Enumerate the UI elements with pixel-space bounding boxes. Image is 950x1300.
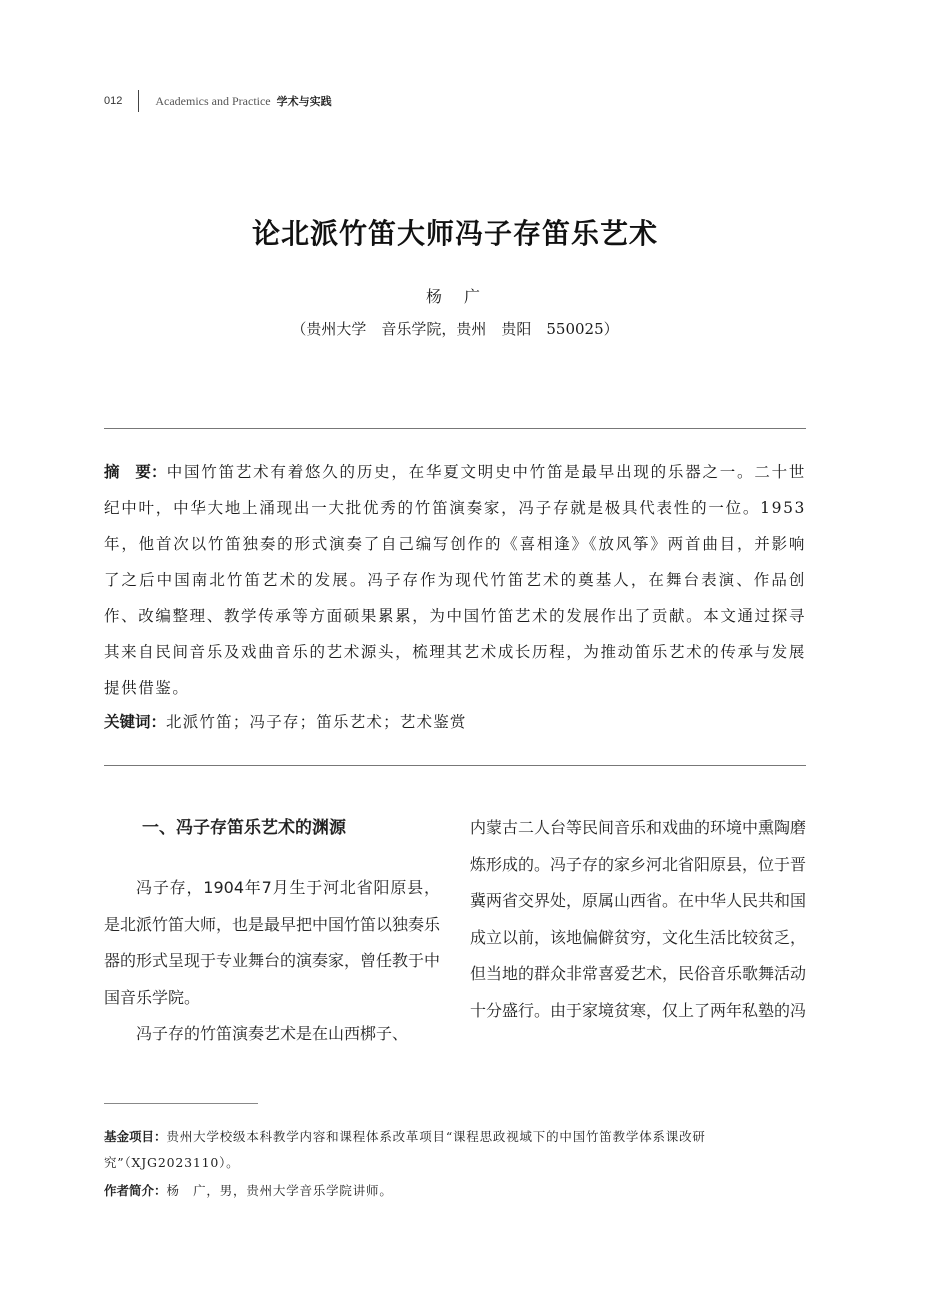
journal-name-zh: 学术与实践	[276, 95, 332, 108]
footnote-rule	[104, 1103, 258, 1104]
body-column-right	[470, 810, 806, 1029]
abstract-top-rule	[104, 428, 806, 429]
article-title: 论北派竹笛大师冯子存笛乐艺术	[251, 217, 658, 250]
abstract-text: 中国竹笛艺术有着悠久的历史，在华夏文明史中竹笛是最早出现的乐器之一。二十世纪中叶，中华大地上涌现出一大批优秀的竹笛演奏家，冯子存就是极具代表性的一位。1953年，他首次以竹笛独奏的形式演奏了自己编写创作的《喜相逢》《放风筝》两首曲目，并影响了之后中国南北竹笛艺术的发展。冯子存作为现代竹笛艺术的奠基人，在舞台表演、作品创作、改编整理、教学传承等方面硕果累累，为中国竹笛艺术的发展作出了贡献。本文通过探寻其来自民间音乐及戏曲音乐的艺术源头，梳理其艺术成长历程，为推动笛乐艺术的传承与发展提供借鉴。	[104, 463, 806, 697]
footnote-author	[104, 1178, 806, 1204]
header-divider	[138, 90, 139, 112]
section-heading: 一、冯子存笛乐艺术的渊源	[142, 818, 346, 838]
keywords-label: 关键词：	[104, 713, 167, 731]
journal-name-en: Academics and Practice	[155, 93, 271, 108]
body-column-left	[104, 810, 440, 1053]
fund-text: 贵州大学校级本科教学内容和课程体系改革项目“课程思政视域下的中国竹笛教学体系课改研究”（XJG2023110）。	[104, 1129, 706, 1170]
running-header	[104, 90, 332, 112]
body-paragraph: 冯子存的竹笛演奏艺术是在山西梆子、	[136, 1024, 409, 1043]
author-name: 杨广	[425, 287, 502, 306]
abstract	[104, 454, 806, 706]
keywords-text: 北派竹笛；冯子存；笛乐艺术；艺术鉴赏	[166, 713, 467, 731]
keywords	[104, 704, 806, 740]
author-bio-label: 作者简介：	[104, 1183, 167, 1198]
page-number: 012	[104, 95, 123, 107]
author-bio-text: 杨 广，男，贵州大学音乐学院讲师。	[166, 1183, 393, 1198]
abstract-label: 摘 要：	[104, 463, 167, 481]
body-paragraph: 内蒙古二人台等民间音乐和戏曲的环境中熏陶磨炼形成的。冯子存的家乡河北省阳原县，位于晋冀两省交界处，原属山西省。在中华人民共和国成立以前，该地偏僻贫穷，文化生活比较贫乏，但当地的群众非常喜爱艺术，民俗音乐歌舞活动十分盛行。由于家境贫寒，仅上了两年私塾的冯	[470, 818, 807, 1020]
footnote-fund	[104, 1124, 806, 1176]
abstract-bottom-rule	[104, 765, 806, 766]
fund-label: 基金项目：	[104, 1129, 167, 1144]
body-paragraph: 冯子存，1904年7月生于河北省阳原县，是北派竹笛大师，也是最早把中国竹笛以独奏乐器的形式呈现于专业舞台的演奏家，曾任教于中国音乐学院。	[104, 878, 441, 1007]
author-affiliation: （贵州大学 音乐学院，贵州 贵阳 550025）	[291, 320, 619, 338]
